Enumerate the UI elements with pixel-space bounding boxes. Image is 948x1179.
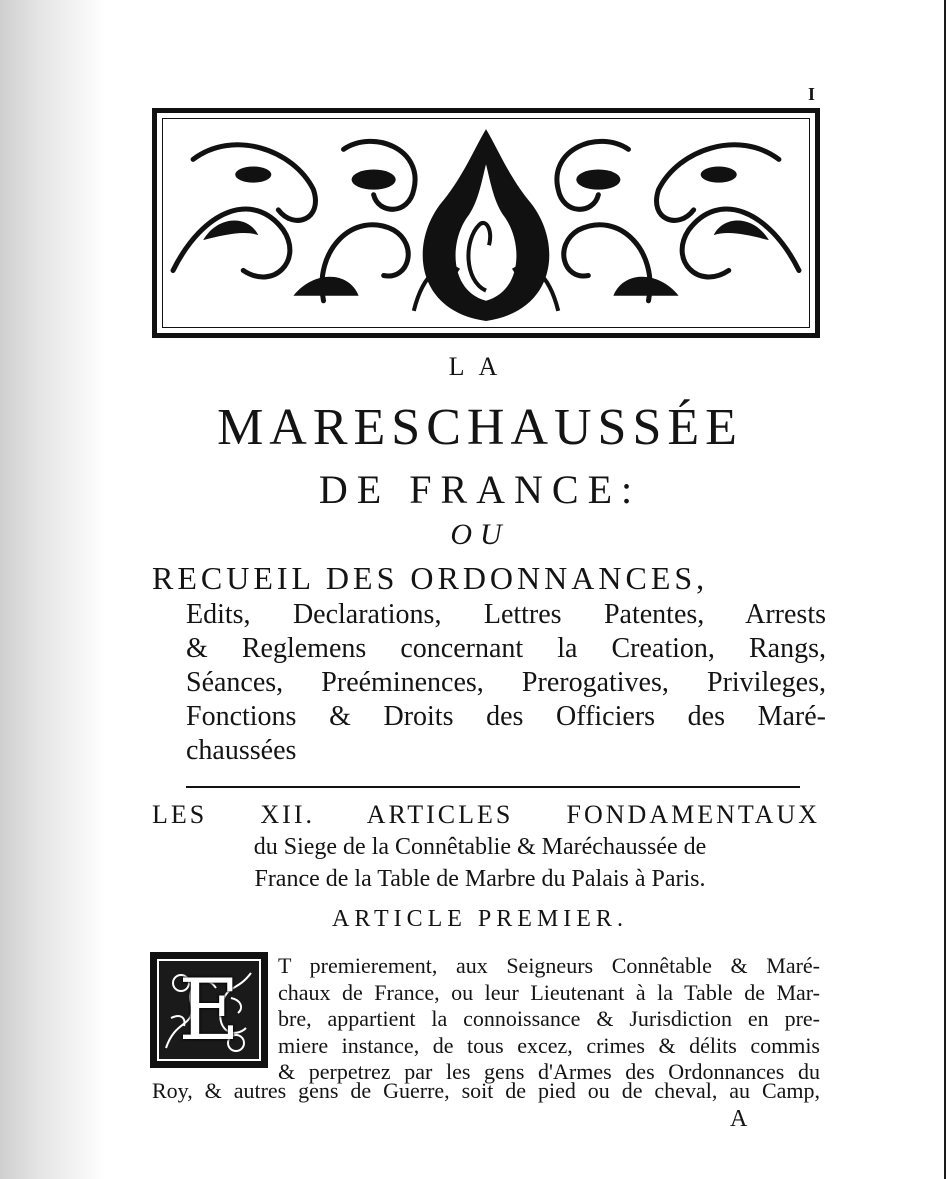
title-main: MARESCHAUSSÉE: [217, 399, 743, 456]
articles-heading: LES XII. ARTICLES FONDAMENTAUX: [152, 800, 820, 829]
body-line: chaux de France, ou leur Lieutenant à la Table de Mar-: [278, 979, 820, 1005]
article-body-full: [152, 1078, 820, 1105]
acanthus-ornament-icon: [163, 119, 809, 327]
title-de-france: DE FRANCE:: [318, 467, 642, 512]
subtitle-line: chaussées: [186, 735, 297, 766]
horizontal-rule: [186, 786, 800, 788]
body-line: & perpetrez par les gens d'Armes des Ordonnances du: [278, 1059, 820, 1084]
subtitle-line: Séances, Preéminences, Prerogatives, Privileges,: [186, 667, 826, 698]
subtitle-line: & Reglemens concernant la Creation, Rangs,: [186, 633, 826, 664]
body-line: miere instance, de tous excez, crimes & délits commis: [278, 1032, 820, 1058]
article-body-indented: [278, 953, 820, 1086]
scan-gutter-shadow: [0, 0, 105, 1179]
initial-letter: E: [178, 961, 240, 1059]
articles-subheading-line: France de la Table de Marbre du Palais à Paris.: [254, 866, 706, 892]
ornamental-headpiece: [152, 108, 820, 338]
title-recueil: RECUEIL DES ORDONNANCES,: [152, 560, 709, 596]
subtitle-line: Edits, Declarations, Lettres Patentes, Arrests: [186, 599, 826, 630]
catchword: A: [730, 1106, 748, 1132]
article-title: ARTICLE PREMIER.: [332, 906, 628, 932]
title-ou: OU: [450, 518, 510, 551]
title-line-la: LA: [448, 352, 512, 381]
subtitle-line: Fonctions & Droits des Officiers des Maré-: [186, 701, 826, 732]
decorated-initial: [150, 952, 268, 1068]
scan-edge-line: [944, 0, 946, 1179]
body-line: bre, appartient la connoissance & Jurisdiction en pre-: [278, 1006, 820, 1031]
body-line: T premierement, aux Seigneurs Connêtable & Maré-: [278, 953, 820, 978]
page-number: I: [808, 84, 816, 104]
subtitle-block: [186, 598, 826, 768]
body-line: Roy, & autres gens de Guerre, soit de pied ou de cheval, au Camp,: [152, 1078, 820, 1103]
articles-subheading-line: du Siege de la Connêtablie & Maréchaussée de: [253, 834, 707, 860]
